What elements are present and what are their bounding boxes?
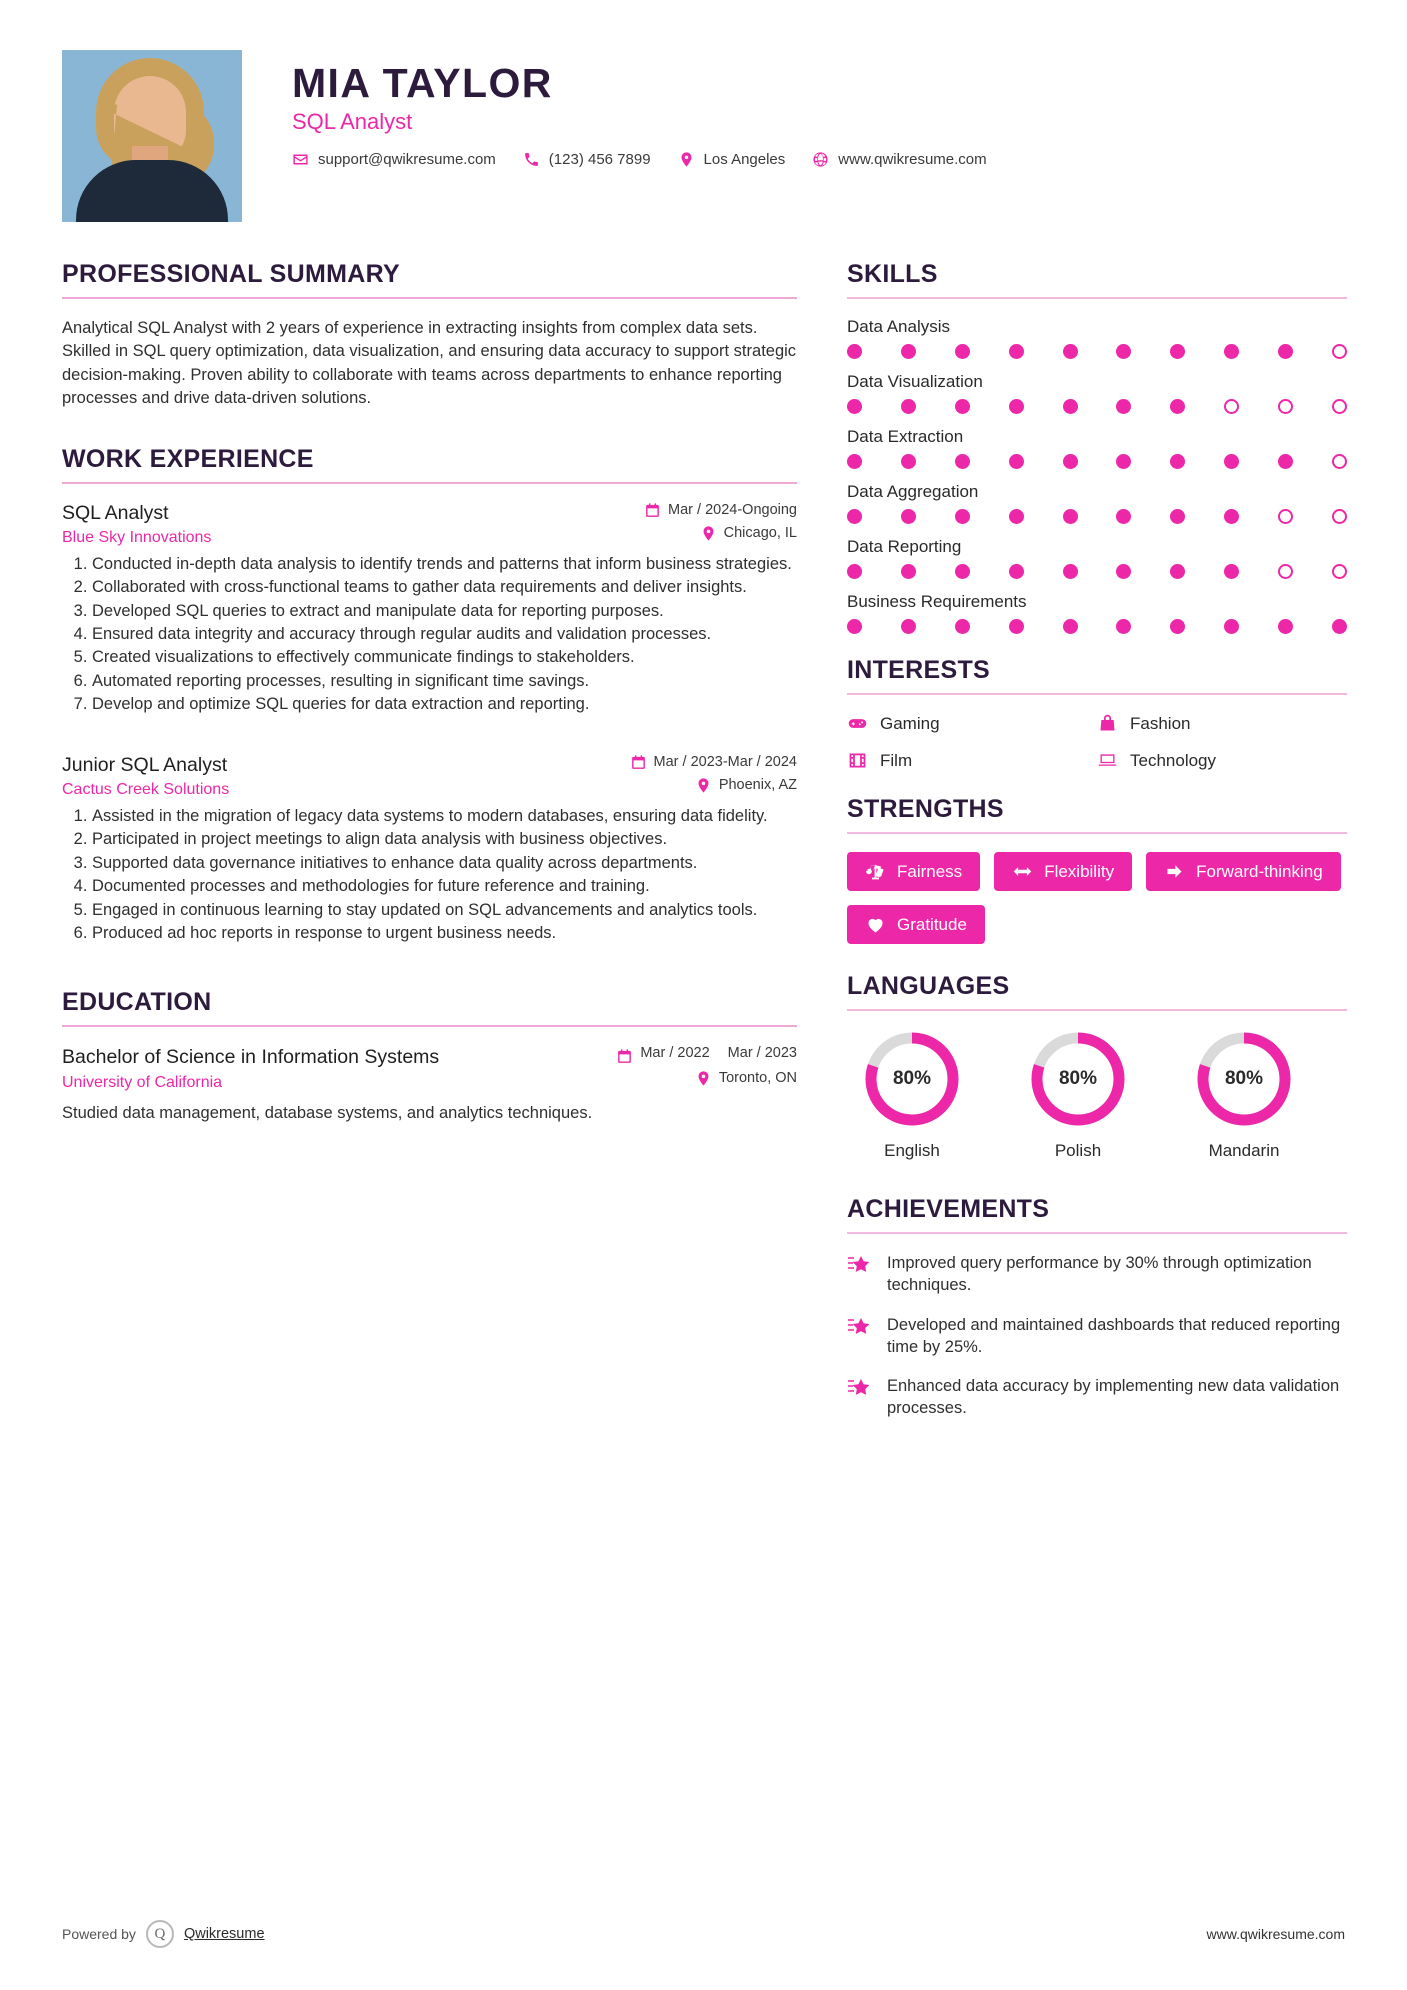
experience-item	[62, 502, 797, 716]
left-column	[62, 260, 797, 1437]
right-column	[847, 260, 1347, 1437]
list-item: 3. Supported data governance initiatives to enhance data quality across departments.	[92, 852, 797, 874]
language-percent: 80%	[1058, 1068, 1098, 1089]
film-icon	[847, 750, 868, 771]
list-item: 4. Ensured data integrity and accuracy through regular audits and validation processes.	[92, 623, 797, 645]
education-dates	[616, 1045, 797, 1065]
strength-label: Fairness	[897, 861, 963, 881]
strength-label: Gratitude	[897, 914, 967, 934]
section-title-languages: LANGUAGES	[847, 972, 1010, 1000]
interest-item	[1097, 713, 1347, 734]
job-location-text: Chicago, IL	[723, 525, 797, 542]
list-item: 6. Produced ad hoc reports in response to urgent business needs.	[92, 922, 797, 944]
list-item: 5. Created visualizations to effectively communicate findings to stakeholders.	[92, 646, 797, 668]
job-location	[695, 777, 797, 794]
language-percent: 80%	[892, 1068, 932, 1089]
list-item: 2. Participated in project meetings to align data analysis with business objectives.	[92, 828, 797, 850]
skill-item	[847, 317, 1347, 359]
phone-icon	[523, 151, 540, 168]
gamepad-icon	[847, 713, 868, 734]
list-item: 3. Developed SQL queries to extract and manipulate data for reporting purposes.	[92, 600, 797, 622]
section-title-experience: WORK EXPERIENCE	[62, 444, 314, 473]
section-title-interests: INTERESTS	[847, 656, 990, 684]
education-school: University of California	[62, 1073, 223, 1091]
contact-email[interactable]	[292, 151, 496, 168]
job-title: SQL Analyst	[62, 501, 169, 524]
skill-item	[847, 537, 1347, 579]
heart-icon	[865, 914, 886, 935]
page-footer	[62, 1920, 1345, 1948]
location-pin-icon	[695, 1070, 712, 1087]
list-item: 1. Assisted in the migration of legacy data systems to modern databases, ensuring data fidelity.	[92, 805, 797, 827]
strength-badge-forward-thinking	[1146, 852, 1341, 891]
job-bullets	[62, 805, 797, 945]
job-dates	[630, 754, 797, 771]
job-company: Blue Sky Innovations	[62, 528, 212, 546]
skill-label: Data Analysis	[847, 317, 950, 336]
qwikresume-logo-icon: Q	[146, 1920, 174, 1948]
skill-rating	[847, 619, 1347, 634]
language-progress-ring	[1194, 1029, 1294, 1129]
qwikresume-link[interactable]: Qwikresume	[183, 1926, 265, 1942]
strength-badge-flexibility	[994, 852, 1132, 891]
strengths-list	[847, 852, 1347, 944]
education-description: Studied data management, database systems, and analytics techniques.	[62, 1103, 593, 1122]
strength-badge-gratitude	[847, 905, 985, 944]
achievement-text: Enhanced data accuracy by implementing new data validation processes.	[887, 1377, 1340, 1418]
job-dates-text: Mar / 2023-Mar / 2024	[653, 754, 797, 771]
skill-rating	[847, 454, 1347, 469]
job-dates	[644, 502, 797, 519]
section-title-skills: SKILLS	[847, 260, 938, 288]
job-bullets	[62, 553, 797, 716]
achievement-text: Improved query performance by 30% through optimization techniques.	[887, 1254, 1312, 1295]
interest-item	[847, 713, 1097, 734]
language-progress-ring	[862, 1029, 962, 1129]
envelope-icon	[292, 151, 309, 168]
education-degree: Bachelor of Science in Information Systems	[62, 1046, 440, 1069]
achievement-item	[847, 1375, 1347, 1420]
skill-rating	[847, 509, 1347, 524]
summary-text: Analytical SQL Analyst with 2 years of experience in extracting insights from complex data sets. Skilled in SQL query optimization, data visualization, and ensuring data accuracy to support strategic decision-making. Proven ability to collaborate with teams across departments to enhance reporting processes and drive data-driven solutions.	[62, 319, 797, 408]
list-item: 6. Automated reporting processes, resulting in significant time savings.	[92, 670, 797, 692]
education-date-start: Mar / 2022	[640, 1045, 710, 1062]
globe-icon	[812, 151, 829, 168]
interest-label: Gaming	[880, 713, 940, 733]
skill-rating	[847, 344, 1347, 359]
skill-rating	[847, 399, 1347, 414]
laptop-icon	[1097, 750, 1118, 771]
strength-label: Forward-thinking	[1196, 861, 1323, 881]
interest-item	[847, 750, 1097, 771]
location-pin-icon	[700, 525, 717, 542]
footer-url[interactable]: www.qwikresume.com	[1206, 1926, 1345, 1942]
list-item: 1. Conducted in-depth data analysis to identify trends and patterns that inform business strategies.	[92, 553, 797, 575]
handbag-icon	[1097, 713, 1118, 734]
language-percent: 80%	[1224, 1068, 1264, 1089]
list-item: 7. Develop and optimize SQL queries for data extraction and reporting.	[92, 693, 797, 715]
education-date-end: Mar / 2023	[727, 1045, 797, 1062]
education-item	[62, 1045, 797, 1124]
education-location	[695, 1070, 797, 1087]
language-progress-ring	[1028, 1029, 1128, 1129]
list-item: 4. Documented processes and methodologies for future reference and training.	[92, 875, 797, 897]
profile-photo	[62, 50, 242, 222]
section-title-strengths: STRENGTHS	[847, 795, 1004, 823]
job-dates-text: Mar / 2024-Ongoing	[668, 502, 797, 519]
language-item	[1013, 1029, 1143, 1161]
section-title-summary: PROFESSIONAL SUMMARY	[62, 260, 400, 288]
interest-label: Fashion	[1130, 713, 1191, 733]
contact-phone[interactable]	[523, 151, 651, 168]
language-name: Mandarin	[1208, 1141, 1280, 1160]
section-title-achievements: ACHIEVEMENTS	[847, 1195, 1050, 1223]
interest-label: Technology	[1130, 750, 1217, 770]
contact-location[interactable]	[678, 151, 786, 168]
section-title-education: EDUCATION	[62, 988, 212, 1017]
page-title: MIA TAYLOR	[292, 60, 553, 106]
contact-website[interactable]	[812, 151, 986, 168]
contact-phone-text: (123) 456 7899	[548, 151, 651, 168]
list-item: 2. Collaborated with cross-functional teams to gather data requirements and deliver insights.	[92, 576, 797, 598]
location-pin-icon	[678, 151, 695, 168]
achievement-item	[847, 1252, 1347, 1297]
calendar-icon	[644, 502, 661, 519]
skill-label: Data Visualization	[847, 372, 983, 391]
job-company: Cactus Creek Solutions	[62, 780, 230, 798]
skill-label: Data Extraction	[847, 427, 964, 446]
skill-label: Data Aggregation	[847, 482, 979, 501]
achievement-item	[847, 1314, 1347, 1359]
interests-list	[847, 713, 1347, 787]
powered-by-block	[62, 1920, 265, 1948]
language-item	[847, 1029, 977, 1161]
job-role-subtitle: SQL Analyst	[292, 109, 413, 134]
language-item	[1179, 1029, 1309, 1161]
header-text-block	[242, 50, 1006, 168]
language-name: Polish	[1054, 1141, 1102, 1160]
powered-by-label: Powered by	[62, 1926, 136, 1942]
language-name: English	[884, 1141, 940, 1160]
contact-email-text: support@qwikresume.com	[318, 151, 496, 168]
skill-label: Business Requirements	[847, 592, 1027, 611]
job-location-text: Phoenix, AZ	[718, 777, 797, 794]
experience-item	[62, 754, 797, 945]
scales-icon	[865, 861, 886, 882]
list-item: 5. Engaged in continuous learning to stay updated on SQL advancements and analytics tools.	[92, 899, 797, 921]
arrow-right-icon	[1164, 861, 1185, 882]
star-badge-icon	[847, 1254, 873, 1278]
strength-badge-fairness	[847, 852, 980, 891]
arrows-horizontal-icon	[1012, 861, 1033, 882]
location-pin-icon	[695, 777, 712, 794]
contact-row	[292, 151, 1006, 168]
calendar-icon	[616, 1048, 633, 1065]
calendar-icon	[630, 754, 647, 771]
contact-location-text: Los Angeles	[703, 151, 786, 168]
star-badge-icon	[847, 1377, 873, 1401]
interest-label: Film	[880, 750, 913, 770]
interest-item	[1097, 750, 1347, 771]
job-location	[700, 525, 797, 542]
skill-item	[847, 427, 1347, 469]
star-badge-icon	[847, 1316, 873, 1340]
skill-rating	[847, 564, 1347, 579]
skill-label: Data Reporting	[847, 537, 962, 556]
contact-website-text: www.qwikresume.com	[838, 151, 987, 168]
achievement-text: Developed and maintained dashboards that reduced reporting time by 25%.	[887, 1315, 1341, 1356]
resume-header	[62, 50, 1345, 222]
education-location-text: Toronto, ON	[718, 1070, 797, 1087]
languages-list	[847, 1029, 1347, 1161]
job-title: Junior SQL Analyst	[62, 753, 228, 776]
skill-item	[847, 482, 1347, 524]
skill-item	[847, 372, 1347, 414]
skill-item	[847, 592, 1347, 634]
strength-label: Flexibility	[1044, 861, 1115, 881]
